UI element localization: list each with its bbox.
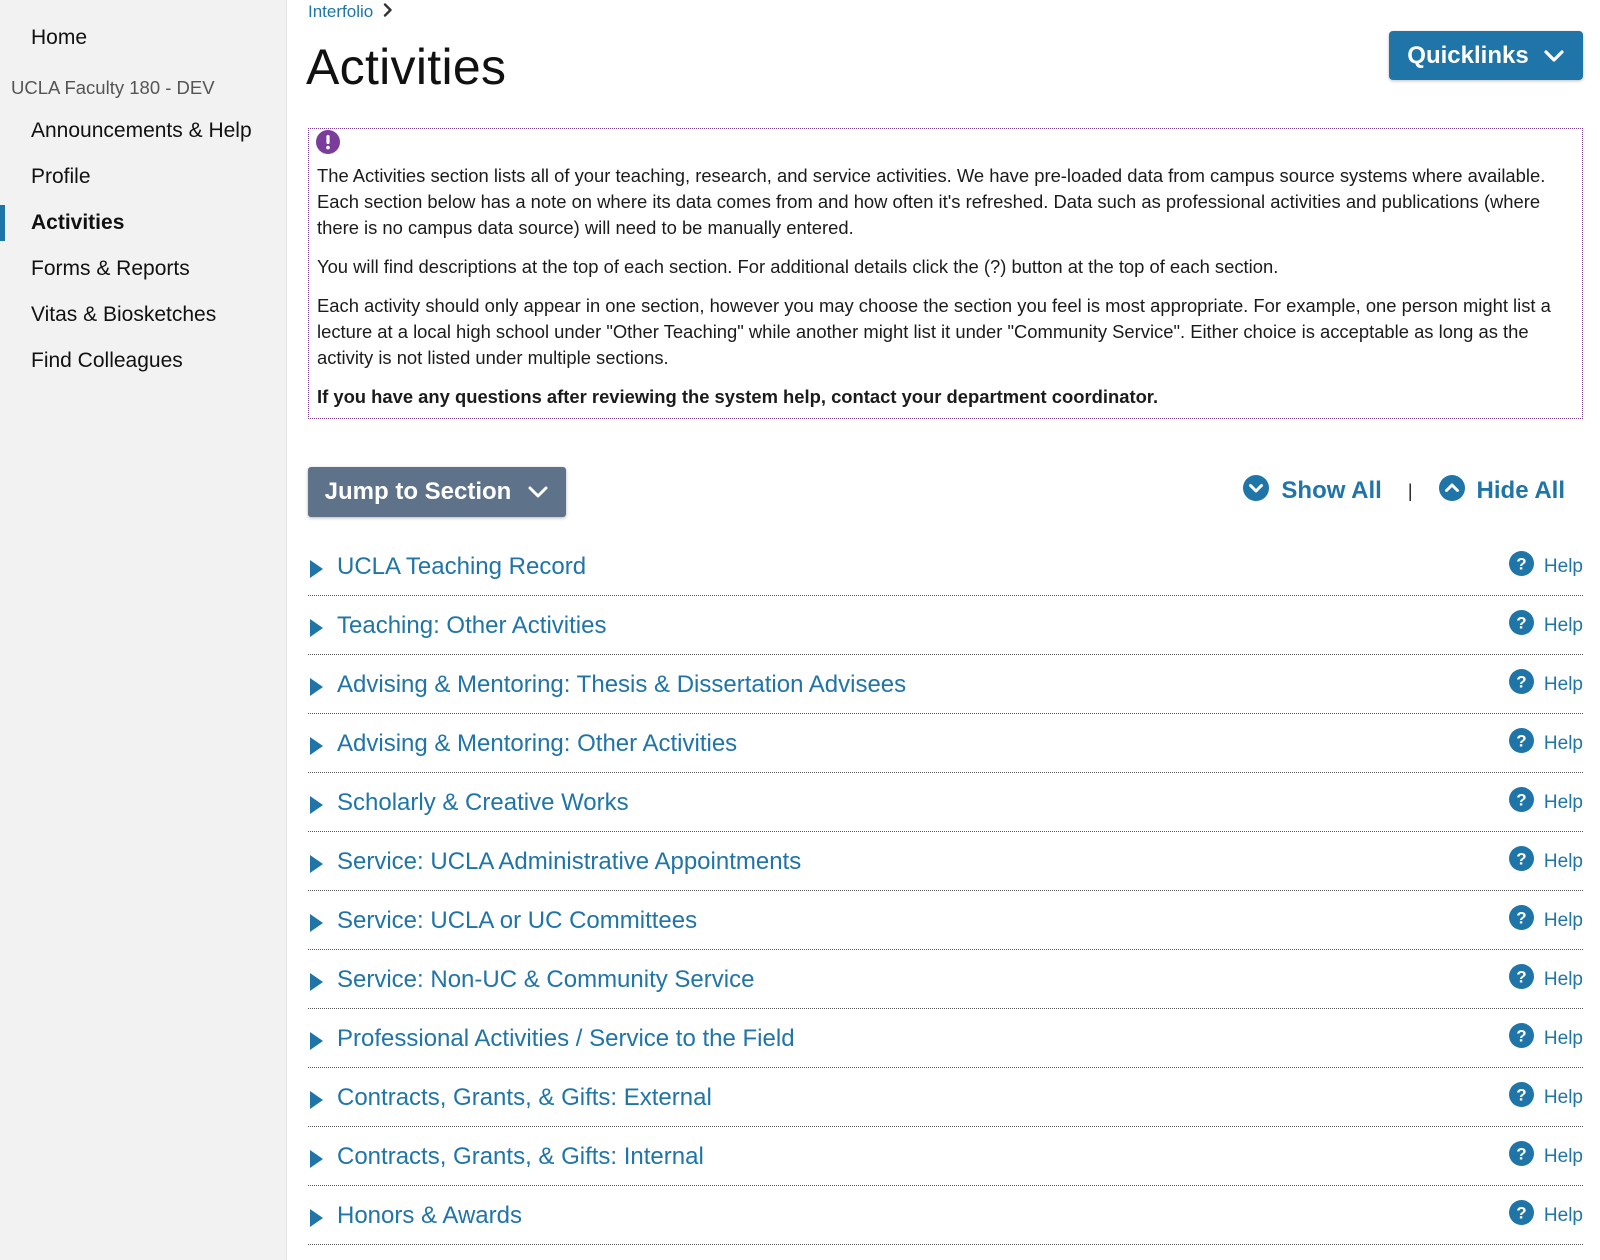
section-title: Honors & Awards: [337, 1202, 522, 1229]
help-label: Help: [1543, 673, 1583, 695]
hide-all-link[interactable]: [1439, 475, 1565, 508]
caret-right-icon: [310, 560, 323, 578]
sidebar-item-find-colleagues[interactable]: Find Colleagues: [31, 349, 183, 372]
chevron-right-icon: [383, 3, 393, 22]
section-row-service-community[interactable]: [308, 950, 1583, 1009]
help-label: Help: [1543, 850, 1583, 872]
help-label: Help: [1543, 1086, 1583, 1108]
help-label: Help: [1543, 791, 1583, 813]
svg-text:?: ?: [1516, 849, 1527, 869]
question-circle-icon: [1509, 551, 1534, 582]
svg-text:?: ?: [1516, 1085, 1527, 1105]
section-title: Contracts, Grants, & Gifts: External: [337, 1084, 712, 1111]
section-row-scholarly-creative-works[interactable]: [308, 773, 1583, 832]
chevron-circle-down-icon: [1243, 475, 1269, 508]
quicklinks-button[interactable]: [1389, 31, 1583, 80]
help-label: Help: [1543, 732, 1583, 754]
caret-right-icon: [310, 1150, 323, 1168]
help-link[interactable]: [1509, 1082, 1583, 1113]
breadcrumb-interfolio-link[interactable]: Interfolio: [308, 2, 374, 21]
help-link[interactable]: [1509, 964, 1583, 995]
question-circle-icon: [1509, 669, 1534, 700]
question-circle-icon: [1509, 846, 1534, 877]
svg-text:?: ?: [1516, 790, 1527, 810]
svg-text:?: ?: [1516, 1203, 1527, 1223]
section-title: Service: UCLA or UC Committees: [337, 907, 698, 934]
help-label: Help: [1543, 614, 1583, 636]
help-label: Help: [1543, 968, 1583, 990]
question-circle-icon: [1509, 728, 1534, 759]
question-circle-icon: [1509, 964, 1534, 995]
expand-collapse-controls: [1243, 473, 1565, 509]
caret-right-icon: [310, 973, 323, 991]
sidebar-item-announcements-help[interactable]: Announcements & Help: [31, 119, 252, 142]
question-circle-icon: [1509, 1023, 1534, 1054]
caret-right-icon: [310, 914, 323, 932]
hide-all-label: Hide All: [1476, 477, 1565, 504]
question-circle-icon: [1509, 905, 1534, 936]
section-title: Advising & Mentoring: Thesis & Dissertation Advisees: [337, 671, 907, 698]
help-link[interactable]: [1509, 1200, 1583, 1231]
jump-to-section-button[interactable]: [308, 467, 566, 517]
sidebar-item-vitas-biosketches[interactable]: Vitas & Biosketches: [31, 303, 217, 326]
question-circle-icon: [1509, 1082, 1534, 1113]
section-title: UCLA Teaching Record: [337, 553, 587, 580]
sidebar: [0, 0, 287, 1260]
section-row-teaching-other-activities[interactable]: [308, 596, 1583, 655]
help-label: Help: [1543, 909, 1583, 931]
show-all-label: Show All: [1281, 477, 1382, 504]
section-row-grants-external[interactable]: [308, 1068, 1583, 1127]
notice-paragraph: You will find descriptions at the top of each section. For additional details click the (?) button at the top of each section.: [317, 256, 1279, 277]
help-label: Help: [1543, 1145, 1583, 1167]
section-title: Service: UCLA Administrative Appointments: [337, 848, 802, 875]
jump-to-section-label: Jump to Section: [324, 478, 512, 505]
section-row-professional-activities[interactable]: [308, 1009, 1583, 1068]
sidebar-nav-list: [0, 108, 287, 384]
sidebar-item-forms-reports[interactable]: Forms & Reports: [31, 257, 190, 280]
chevron-down-icon: [527, 478, 549, 506]
caret-right-icon: [310, 619, 323, 637]
section-row-service-admin-appointments[interactable]: [308, 832, 1583, 891]
caret-right-icon: [310, 1032, 323, 1050]
question-circle-icon: [1509, 787, 1534, 818]
caret-right-icon: [310, 678, 323, 696]
caret-right-icon: [310, 796, 323, 814]
caret-right-icon: [310, 737, 323, 755]
help-link[interactable]: [1509, 787, 1583, 818]
section-row-advising-thesis-dissertation[interactable]: [308, 655, 1583, 714]
section-row-honors-awards[interactable]: [308, 1186, 1583, 1245]
svg-text:?: ?: [1516, 731, 1527, 751]
sidebar-item-activities[interactable]: Activities: [0, 200, 287, 246]
chevron-circle-up-icon: [1439, 475, 1465, 508]
section-title: Teaching: Other Activities: [337, 612, 607, 639]
help-label: Help: [1543, 555, 1583, 577]
help-link[interactable]: [1509, 551, 1583, 582]
breadcrumb: [308, 2, 393, 22]
notice-closing: If you have any questions after reviewing the system help, contact your department coordinator.: [317, 386, 1159, 407]
nav-home-link[interactable]: Home: [31, 26, 88, 49]
help-link[interactable]: [1509, 905, 1583, 936]
svg-text:?: ?: [1516, 967, 1527, 987]
svg-text:?: ?: [1516, 1026, 1527, 1046]
caret-right-icon: [310, 1209, 323, 1227]
help-link[interactable]: [1509, 846, 1583, 877]
question-circle-icon: [1509, 610, 1534, 641]
svg-text:?: ?: [1516, 613, 1527, 633]
page-title: Activities: [306, 39, 507, 95]
help-link[interactable]: [1509, 728, 1583, 759]
nav-group-label: UCLA Faculty 180 - DEV: [11, 77, 215, 98]
help-link[interactable]: [1509, 1023, 1583, 1054]
help-link[interactable]: [1509, 1141, 1583, 1172]
main-content: [308, 0, 1583, 1260]
caret-right-icon: [310, 855, 323, 873]
svg-text:?: ?: [1516, 1144, 1527, 1164]
notice-paragraph: The Activities section lists all of your teaching, research, and service activities. We have pre-loaded data from campus source systems where available. Each section below has a note on where its data comes from and how often it's refreshed. Data such as professional activities and publications (where there is no campus data source) will need to be manually entered.: [317, 165, 1546, 238]
activity-sections-list: [308, 537, 1583, 1245]
chevron-down-icon: [1543, 42, 1565, 70]
help-label: Help: [1543, 1204, 1583, 1226]
help-label: Help: [1543, 1027, 1583, 1049]
quicklinks-label: Quicklinks: [1407, 41, 1529, 69]
show-all-link[interactable]: [1243, 475, 1381, 508]
section-row-advising-other-activities[interactable]: [308, 714, 1583, 773]
caret-right-icon: [310, 1091, 323, 1109]
question-circle-icon: [1509, 1200, 1534, 1231]
svg-text:?: ?: [1516, 554, 1527, 574]
section-row-grants-internal[interactable]: [308, 1127, 1583, 1186]
help-link[interactable]: [1509, 610, 1583, 641]
section-row-service-committees[interactable]: [308, 891, 1583, 950]
svg-text:?: ?: [1516, 672, 1527, 692]
sidebar-item-profile[interactable]: Profile: [31, 165, 91, 188]
activities-info-notice: [308, 128, 1583, 419]
toggle-separator: |: [1407, 480, 1413, 501]
section-row-ucla-teaching-record[interactable]: [308, 537, 1583, 596]
exclamation-circle-icon: [316, 130, 340, 154]
section-title: Professional Activities / Service to the Field: [337, 1025, 795, 1052]
section-title: Service: Non-UC & Community Service: [337, 966, 755, 993]
question-circle-icon: [1509, 1141, 1534, 1172]
notice-paragraph: Each activity should only appear in one section, however you may choose the section you feel is most appropriate. For example, one person might list a lecture at a local high school under "Other Teaching" while another might list it under "Community Service". Either choice is acceptable as long as the activity is not listed under multiple sections.: [317, 295, 1551, 368]
help-link[interactable]: [1509, 669, 1583, 700]
svg-text:?: ?: [1516, 908, 1527, 928]
section-title: Scholarly & Creative Works: [337, 789, 629, 816]
section-title: Advising & Mentoring: Other Activities: [337, 730, 738, 757]
section-title: Contracts, Grants, & Gifts: Internal: [337, 1143, 704, 1170]
